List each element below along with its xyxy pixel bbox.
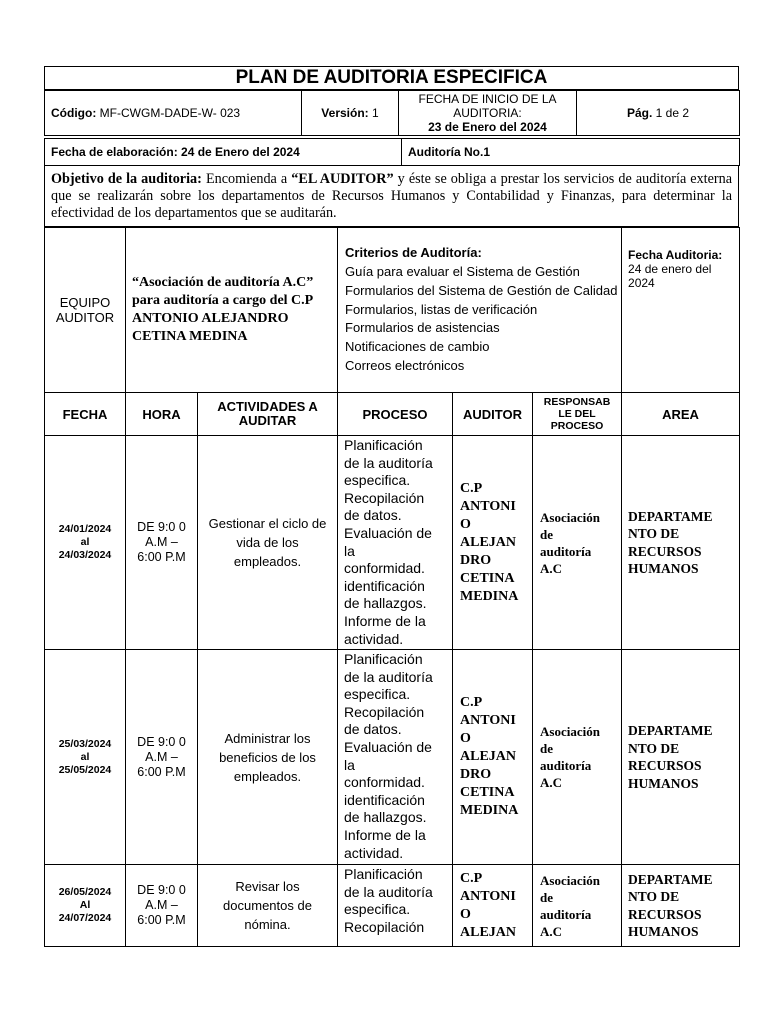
pagina-value: 1 de 2: [655, 106, 690, 120]
column-header-responsable: RESPONSAB LE DEL PROCESO: [533, 393, 622, 436]
auditoria-numero: Auditoría No.1: [402, 139, 740, 166]
equipo-auditor-association: “Asociación de auditoría A.C” para auditoría a cargo del C.P ANTONIO ALEJANDRO CETINA MEDINA: [126, 228, 338, 393]
fecha-inicio-line: FECHA DE INICIO DE LA: [418, 92, 557, 106]
fecha-auditoria-value: 24 de enero del 2024: [628, 262, 712, 290]
row-proceso: Planificación de la auditoría especifica. Recopilación de datos. Evaluación de la conformidad. identificación de hallazgos. Informe de la actividad.: [338, 650, 453, 865]
row-auditor: C.P ANTONI O ALEJAN DRO CETINA MEDINA: [453, 650, 533, 865]
row-proceso: Planificación de la auditoría especifica. Recopilación de datos. Evaluación de la conformidad. identificación de hallazgos. Informe de la actividad.: [338, 436, 453, 650]
row-responsable: Asociación de auditoría A.C: [533, 436, 622, 650]
criterio-item: Correos electrónicos: [345, 357, 465, 373]
version-value: 1: [372, 106, 379, 120]
objetivo-paragraph: [44, 166, 739, 227]
row-area: DEPARTAME NTO DE RECURSOS HUMANOS: [622, 865, 740, 947]
row-area: DEPARTAME NTO DE RECURSOS HUMANOS: [622, 436, 740, 650]
table-row: [45, 865, 740, 947]
fecha-auditoria-cell: [622, 228, 740, 393]
row-hora: DE 9:0 0 A.M – 6:00 P.M: [126, 650, 198, 865]
column-header-auditor: AUDITOR: [453, 393, 533, 436]
schedule-table: [44, 227, 740, 947]
equipo-auditor-label: EQUIPO AUDITOR: [45, 228, 126, 393]
fecha-elaboracion: Fecha de elaboración: 24 de Enero del 2024: [45, 139, 402, 166]
audit-plan-document: [44, 66, 739, 947]
pagina-label: Pág.: [626, 106, 653, 120]
objetivo-highlight: “EL AUDITOR”: [291, 171, 394, 187]
row-actividad: Gestionar el ciclo de vida de los empleados.: [198, 436, 338, 650]
criterios-auditoria: [338, 228, 622, 393]
row-auditor: C.P ANTONI O ALEJAN DRO CETINA MEDINA: [453, 436, 533, 650]
elaboracion-table: [44, 138, 740, 166]
row-area: DEPARTAME NTO DE RECURSOS HUMANOS: [622, 650, 740, 865]
column-header-fecha: FECHA: [45, 393, 126, 436]
objetivo-label: Objetivo de la auditoria:: [51, 171, 202, 187]
row-responsable: Asociación de auditoría A.C: [533, 650, 622, 865]
codigo-label: Código:: [51, 106, 97, 120]
fecha-inicio-line: AUDITORIA:: [453, 106, 522, 120]
version-cell: [302, 91, 399, 136]
row-proceso: Planificación de la auditoría especifica. Recopilación: [338, 865, 453, 947]
criterio-item: Formularios de asistencias: [345, 320, 500, 336]
table-row: [45, 436, 740, 650]
table-row: [45, 650, 740, 865]
version-label: Versión:: [321, 106, 369, 120]
fecha-auditoria-label: Fecha Auditoria:: [628, 248, 723, 262]
pagina-cell: [577, 91, 740, 136]
criterio-item: Formularios, listas de verificación: [345, 301, 538, 317]
codigo-cell: [45, 91, 302, 136]
row-fecha: 26/05/2024 Al 24/07/2024: [45, 865, 126, 947]
row-fecha: 25/03/2024 al 25/05/2024: [45, 650, 126, 865]
row-fecha: 24/01/2024 al 24/03/2024: [45, 436, 126, 650]
row-actividad: Administrar los beneficios de los empleados.: [198, 650, 338, 865]
objetivo-text-1: Encomienda a: [205, 171, 288, 187]
row-auditor: C.P ANTONI O ALEJAN: [453, 865, 533, 947]
criterio-item: Guía para evaluar el Sistema de Gestión: [345, 264, 580, 279]
fecha-inicio-date: 23 de Enero del 2024: [428, 120, 547, 134]
column-header-area: AREA: [622, 393, 740, 436]
fecha-inicio-cell: [399, 91, 577, 136]
objetivo-text-2: y éste se obliga a prestar los servicios de auditoría externa que se realizarán sobre los departamentos de Recursos Humanos y Contabilidad y Finanzas, para determinar la efectividad de los departamentos que se auditarán.: [51, 171, 733, 221]
row-responsable: Asociación de auditoría A.C: [533, 865, 622, 947]
column-header-proceso: PROCESO: [338, 393, 453, 436]
row-actividad: Revisar los documentos de nómina.: [198, 865, 338, 947]
row-hora: DE 9:0 0 A.M – 6:00 P.M: [126, 436, 198, 650]
criterio-item: Notificaciones de cambio: [345, 339, 490, 355]
column-header-actividades: ACTIVIDADES A AUDITAR: [198, 393, 338, 436]
column-header-hora: HORA: [126, 393, 198, 436]
codigo-value: MF-CWGM-DADE-W- 023: [99, 106, 241, 120]
row-hora: DE 9:0 0 A.M – 6:00 P.M: [126, 865, 198, 947]
document-title: PLAN DE AUDITORIA ESPECIFICA: [44, 66, 739, 90]
header-table: [44, 90, 740, 136]
criterios-title: Criterios de Auditoría:: [345, 245, 482, 261]
criterio-item: Formularios del Sistema de Gestión de Calidad: [345, 282, 618, 298]
